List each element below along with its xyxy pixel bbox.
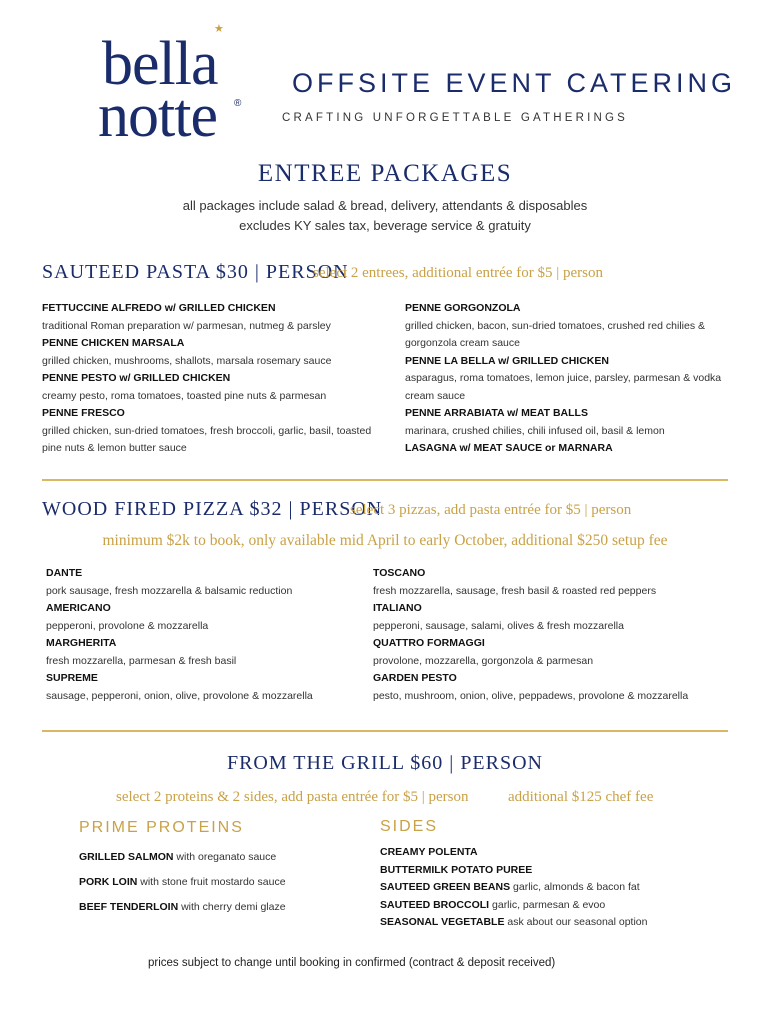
logo-line-notte: notte [98,82,217,150]
entree-packages-title: ENTREE PACKAGES [257,160,513,187]
menu-item: PENNE LA BELLA w/ GRILLED CHICKEN asparagus, roma tomatoes, lemon juice, parsley, parmesan & vodka cream sauce [405,354,722,402]
registered-mark: ® [234,98,242,109]
menu-item: PENNE ARRABIATA w/ MEAT BALLS marinara, crushed chilies, chili infused oil, basil & lemon [405,407,665,437]
prime-proteins-title: PRIME PROTEINS [79,819,244,836]
menu-item: PENNE FRESCO grilled chicken, sun-dried tomatoes, fresh broccoli, garlic, basil, toasted pine nuts & lemon butter sauce [42,407,372,454]
menu-item: TOSCANO fresh mozzarella, sausage, fresh basil & roasted red peppers [373,567,657,597]
sides-title: SIDES [380,818,439,835]
menu-item: GARDEN PESTO pesto, mushroom, onion, olive, peppadews, provolone & mozzarella [373,672,689,702]
menu-item: FETTUCCINE ALFREDO w/ GRILLED CHICKEN traditional Roman preparation w/ parmesan, nutmeg & parsley [42,302,331,332]
sides-list [380,844,648,932]
header-title: OFFSITE EVENT CATERING [292,68,737,98]
header-subtitle: CRAFTING UNFORGETTABLE GATHERINGS [282,112,629,124]
menu-item: MARGHERITA fresh mozzarella, parmesan & fresh basil [46,637,237,667]
entree-note-1: all packages include salad & bread, delivery, attendants & disposables [182,198,588,213]
pasta-title: SAUTEED PASTA $30 | PERSON [42,261,349,283]
footer-note: prices subject to change until booking in confirmed (contract & deposit received) [148,957,556,969]
list-item: CREAMY POLENTA [380,846,478,858]
star-icon: ★ [214,23,224,35]
menu-item: PENNE CHICKEN MARSALA grilled chicken, mushrooms, shallots, marsala rosemary sauce [42,337,332,367]
list-item: SAUTEED BROCCOLI garlic, parmesan & evoo [380,898,606,911]
list-item: BUTTERMILK POTATO PUREE [380,863,533,876]
menu-item: ITALIANO pepperoni, sausage, salami, olives & fresh mozzarella [373,602,624,632]
bella-notte-logo [96,22,256,150]
proteins-list [79,851,286,926]
logo-line-bella: bella [102,30,218,98]
menu-item: SUPREME sausage, pepperoni, onion, olive, provolone & mozzarella [46,672,313,702]
divider [42,479,728,481]
menu-item: PENNE GORGONZOLA grilled chicken, bacon, sun-dried tomatoes, crushed red chilies & gorgonzola cream sauce [405,302,705,349]
pizza-select-note: select 3 pizzas, add pasta entrée for $5 | person [350,502,632,518]
entree-note-2: excludes KY sales tax, beverage service & gratuity [239,218,531,233]
pasta-right-column [405,300,723,458]
list-item: GRILLED SALMON with oreganato sauce [79,851,277,863]
pizza-left-column [46,565,361,705]
menu-item: QUATTRO FORMAGGI provolone, mozzarella, gorgonzola & parmesan [373,637,594,667]
grill-chef-fee: additional $125 chef fee [508,789,654,805]
pizza-right-column [373,565,733,705]
list-item: SEASONAL VEGETABLE ask about our seasonal option [380,916,648,928]
divider [42,730,728,732]
menu-item: DANTE pork sausage, fresh mozzarella & balsamic reduction [46,567,293,597]
grill-select-note: select 2 proteins & 2 sides, add pasta entrée for $5 | person [116,789,469,805]
menu-item: PENNE PESTO w/ GRILLED CHICKEN creamy pesto, roma tomatoes, toasted pine nuts & parmesan [42,372,327,402]
list-item: SAUTEED GREEN BEANS garlic, almonds & bacon fat [380,881,640,893]
grill-title: FROM THE GRILL $60 | PERSON [226,752,544,774]
pasta-left-column [42,300,387,458]
menu-item: LASAGNA w/ MEAT SAUCE or MARNARA [405,442,613,454]
pasta-select-note: select 2 entrees, additional entrée for $5 | person [313,265,603,281]
pizza-title: WOOD FIRED PIZZA $32 | PERSON [42,498,383,520]
list-item: BEEF TENDERLOIN with cherry demi glaze [79,901,286,913]
list-item: PORK LOIN with stone fruit mostardo sauce [79,876,286,888]
pizza-minimum-note: minimum $2k to book, only available mid April to early October, additional $250 setup fee [102,532,668,549]
menu-item: AMERICANO pepperoni, provolone & mozzarella [46,602,209,632]
